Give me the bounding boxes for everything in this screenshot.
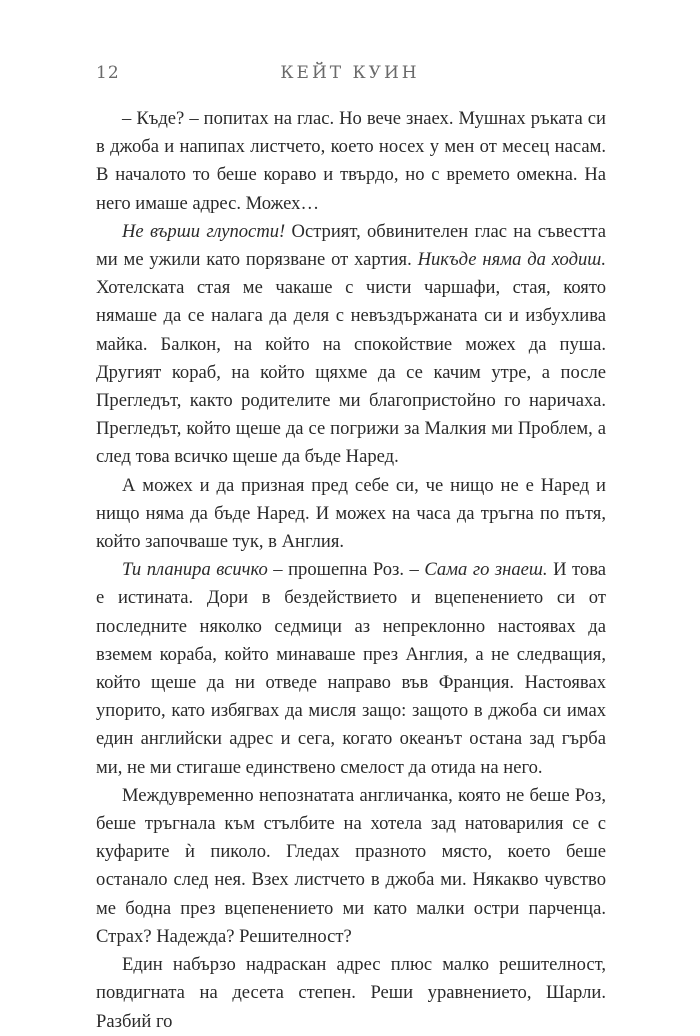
paragraph bbox=[96, 782, 606, 951]
italic-text: Никъде няма да ходиш. bbox=[417, 249, 606, 271]
text-run: Междувременно непознатата англичанка, която не беше Роз, беше тръгнала към стълбите на хотела зад натоварилия се с куфарите ѝ пиколо. Гледах празното място, което беше останало след нея. Взех листчето в джоба ми. Някакво чувство ме бодна през вцепенението ми като малки остри парченца. Страх? Надежда? Решителност? bbox=[96, 784, 606, 947]
paragraph bbox=[96, 218, 606, 472]
text-run: – Къде? – попитах на глас. Но вече знаех. Мушнах ръката си в джоба и напипах листчето, което носех у мен от месец насам. В началото то беше кораво и твърдо, но с времето омекна. На него имаше адрес. Можех… bbox=[96, 108, 606, 214]
paragraph bbox=[96, 105, 606, 218]
text-run: Острият, обвинителен глас на съвестта ми ме ужили като порязване от хартия. bbox=[96, 220, 606, 271]
text-run: И това е истината. Дори в бездействието и вцепенението си от последните няколко седмици аз непреклонно настоявах да вземем кораба, който минаваше през Англия, а не следващия, който щеше да ни отведе направо във Франция. Настоявах упорито, като избягвах да мисля защо: защото в джоба си имах един английски адрес и сега, когато океанът остана зад гърба ми, не ми стигаше единствено смелост да отида на него. bbox=[96, 559, 606, 778]
italic-text: Сама го знаеш. bbox=[424, 559, 548, 581]
text-run: Хотелската стая ме чакаше с чисти чаршафи, стая, която нямаше да се налага да деля с невъздържаната си и избухлива майка. Балкон, на който на спокойствие можех да пуша. Другият кораб, на който щяхме да се качим утре, а после Прегледът, както родителите ми благопристойно го наричаха. Прегледът, който щеше да се погрижи за Малкия ми Проблем, а след това всичко щеше да бъде Наред. bbox=[96, 277, 606, 468]
page-header bbox=[96, 63, 604, 89]
italic-text: Ти планира всичко bbox=[122, 559, 268, 581]
paragraph bbox=[96, 951, 606, 1036]
page-number: 12 bbox=[96, 63, 120, 83]
body-text bbox=[96, 105, 606, 1036]
paragraph bbox=[96, 556, 606, 782]
italic-text: Не върши глупости! bbox=[122, 220, 286, 242]
paragraph bbox=[96, 472, 606, 557]
running-head-author: КЕЙТ КУИН bbox=[280, 63, 420, 83]
text-run: – прошепна Роз. – bbox=[267, 559, 425, 581]
text-run: Един набързо надраскан адрес плюс малко решителност, повдигната на десета степен. Реши уравнението, Шарли. Разбий го bbox=[96, 954, 606, 1032]
text-run: А можех и да призная пред себе си, че нищо не е Наред и нищо няма да бъде Наред. И можех на часа да тръгна по пътя, който започваше тук, в Англия. bbox=[96, 474, 606, 553]
